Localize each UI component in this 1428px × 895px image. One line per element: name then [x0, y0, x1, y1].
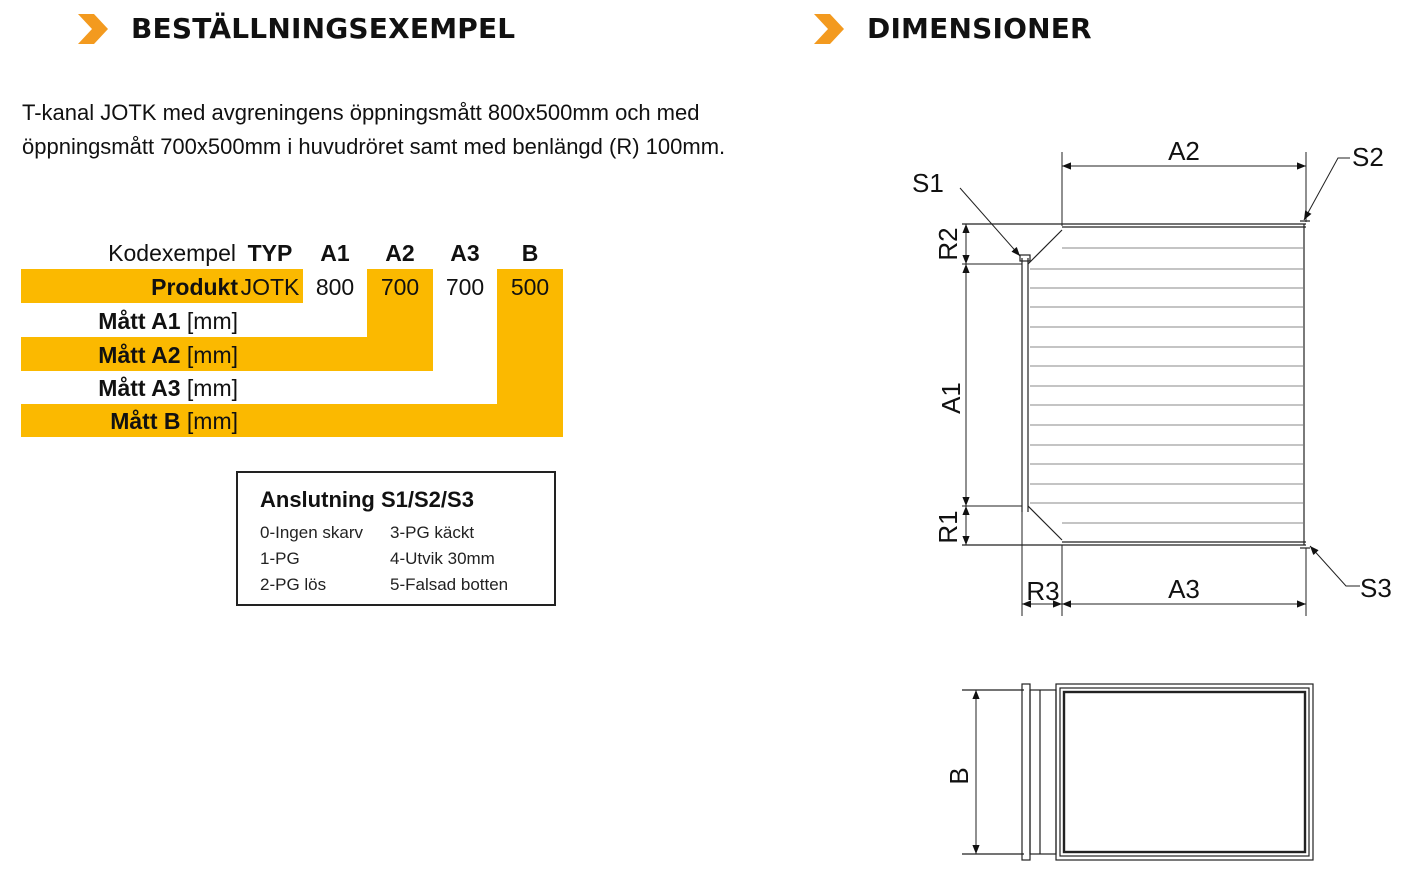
legend-item: 4-Utvik 30mm: [390, 549, 495, 568]
row-label: Mått A1: [98, 308, 181, 334]
label-r1: R1: [933, 510, 963, 544]
label-r3: R3: [1026, 576, 1060, 606]
label-r2: R2: [933, 227, 963, 261]
row-label: Mått B: [110, 408, 181, 434]
row-unit: [mm]: [186, 342, 238, 368]
column-header-a2: A2: [385, 240, 415, 266]
label-a3: A3: [1168, 574, 1200, 604]
label-a2: A2: [1168, 136, 1200, 166]
label-b: B: [944, 767, 974, 785]
section-heading-dimensions: DIMENSIONER: [867, 12, 1092, 45]
column-header-b: B: [521, 240, 539, 266]
row-unit: [mm]: [186, 308, 238, 334]
row-label: Mått A3: [98, 375, 181, 401]
code-example-label: Kodexempel: [108, 240, 236, 266]
value-b: 500: [510, 274, 550, 300]
label-a1: A1: [936, 382, 966, 414]
legend-item: 5-Falsad botten: [390, 575, 509, 594]
row-unit: [mm]: [186, 408, 238, 434]
label-s1: S1: [912, 168, 944, 198]
product-label: Produkt: [151, 274, 238, 300]
label-s3: S3: [1360, 573, 1392, 603]
value-a3: 700: [445, 274, 485, 300]
value-a2: 700: [380, 274, 420, 300]
value-a1: 800: [315, 274, 355, 300]
value-typ: JOTK: [240, 274, 300, 300]
column-header-a1: A1: [320, 240, 350, 266]
legend-item: 3-PG käckt: [390, 523, 475, 542]
row-label: Mått A2: [98, 342, 181, 368]
legend-item: 2-PG lös: [260, 575, 327, 594]
order-example-description: T-kanal JOTK med avgreningens öppningsmått 800x500mm och med öppningsmått 700x500mm i huvudröret samt med benlängd (R) 100mm.: [22, 100, 726, 159]
label-s2: S2: [1352, 142, 1384, 172]
row-unit: [mm]: [186, 375, 238, 401]
section-heading-order-example: BESTÄLLNINGSEXEMPEL: [131, 12, 516, 45]
column-header-a3: A3: [450, 240, 480, 266]
legend-item: 0-Ingen skarv: [260, 523, 363, 542]
column-header-typ: TYP: [247, 240, 293, 266]
legend-title: Anslutning S1/S2/S3: [260, 487, 474, 512]
legend-item: 1-PG: [260, 549, 300, 568]
